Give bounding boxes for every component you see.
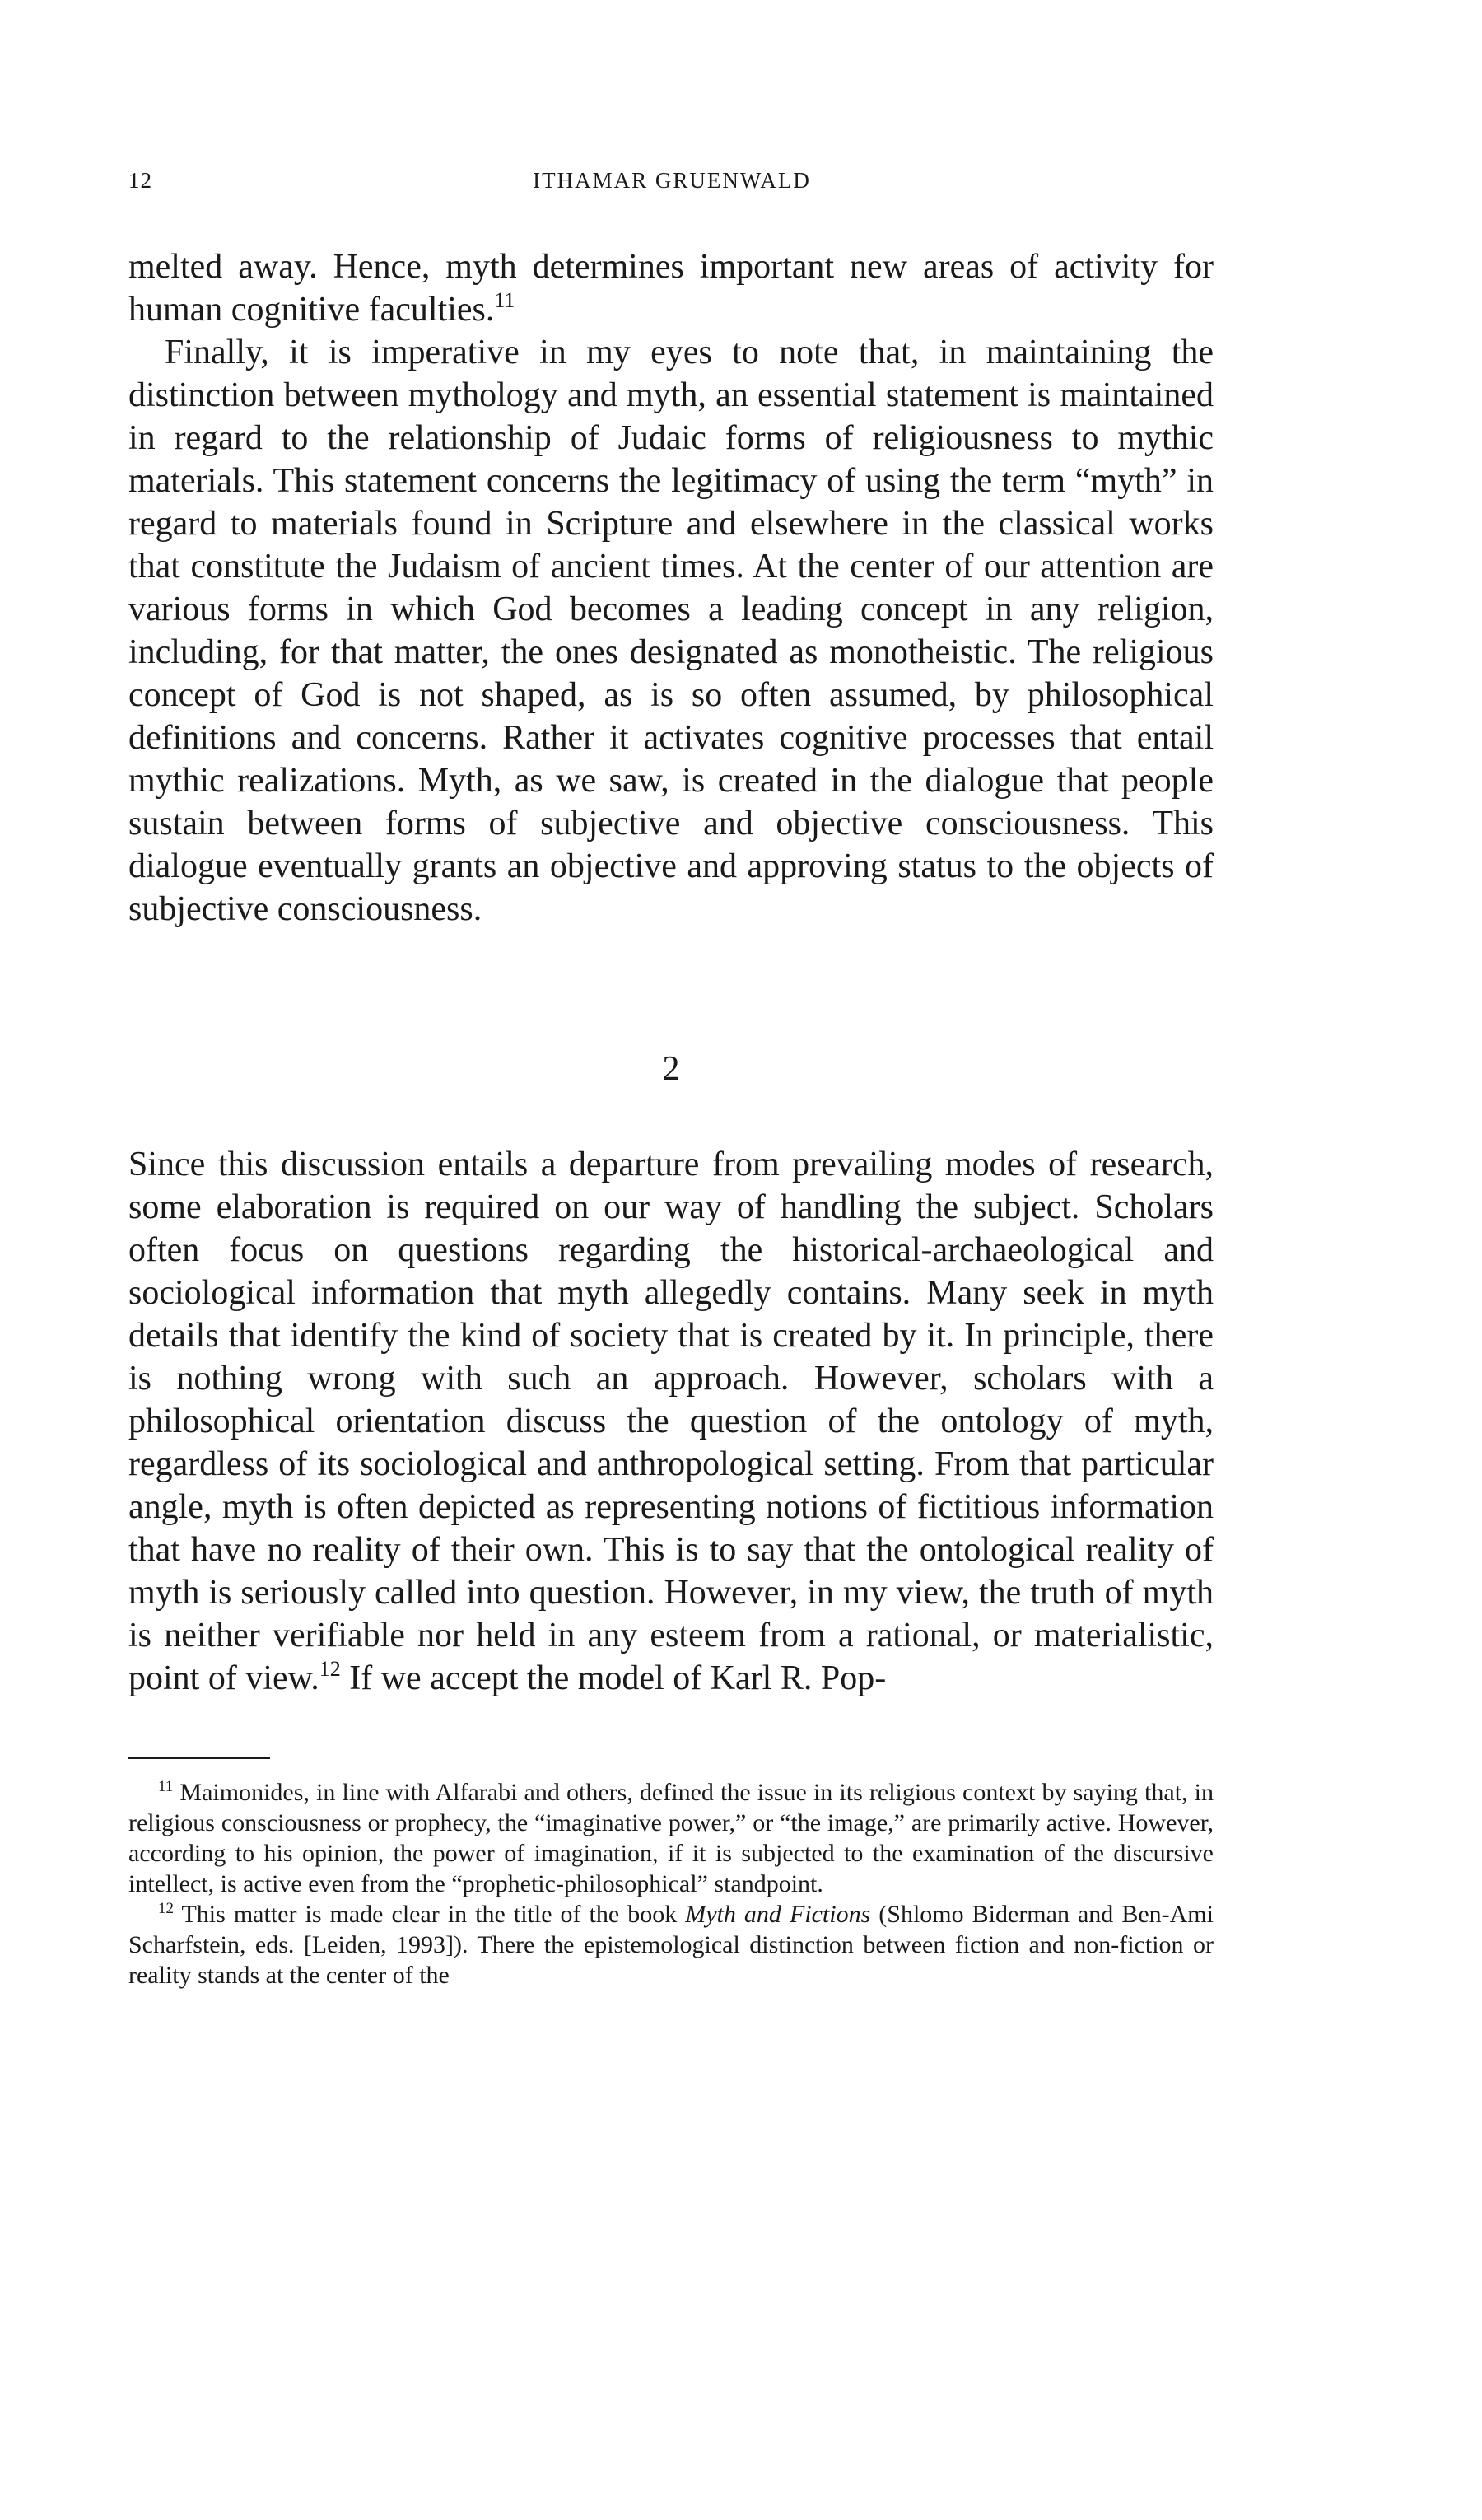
body-text-upper (128, 245, 1214, 931)
paragraph-text-tail: If we accept the model of Karl R. Pop- (340, 1659, 887, 1697)
footnote-text: This matter is made clear in the title of the book (174, 1901, 686, 1928)
section-number: 2 (662, 1050, 680, 1088)
book-title: Myth and Fictions (685, 1901, 871, 1928)
footnote-ref-11[interactable]: 11 (494, 288, 515, 312)
footnote-12 (128, 1899, 1214, 1990)
footnotes (128, 1777, 1214, 1990)
paragraph-text: melted away. Hence, myth determines important new areas of activity for human cognitive faculties. (128, 248, 1214, 329)
footnote-number: 11 (158, 1778, 174, 1795)
paragraph-since (128, 1143, 1214, 1700)
running-title: ITHAMAR GRUENWALD (533, 168, 811, 193)
page-number: 12 (128, 168, 152, 193)
paragraph-text: Since this discussion entails a departure from prevailing modes of research, some elaboration is required on our way of handling the subject. Scholars often focus on questions regarding the historical-archaeological and sociological information that myth allegedly contains. Many seek in myth details that identify the kind of society that is created by it. In principle, there is nothing wrong with such an approach. However, scholars with a philosophical orientation discuss the question of the ontology of myth, regardless of its sociological and anthropological setting. From that particular angle, myth is often depicted as representing notions of fictitious information that have no reality of their own. This is to say that the ontological reality of myth is seriously called into question. However, in my view, the truth of myth is neither verifiable nor held in any esteem from a rational, or materialistic, point of view. (128, 1146, 1214, 1697)
paragraph-finally: Finally, it is imperative in my eyes to note that, in maintaining the distinction between mythology and myth, an essential statement is maintained in regard to the relationship of Judaic forms of religiousness to mythic materials. This statement concerns the legitimacy of using the term “myth” in regard to materials found in Scripture and elsewhere in the classical works that constitute the Judaism of ancient times. At the center of our attention are various forms in which God becomes a leading concept in any religion, including, for that matter, the ones designated as monotheistic. The religious concept of God is not shaped, as is so often assumed, by philosophical definitions and concerns. Rather it activates cognitive processes that entail mythic realizations. Myth, as we saw, is created in the dialogue that people sustain between forms of subjective and objective consciousness. This dialogue eventually grants an objective and approving status to the objects of subjective consciousness. (128, 334, 1214, 928)
running-head (128, 168, 1215, 209)
footnote-11 (128, 1777, 1214, 1899)
body-text-lower (128, 1143, 1214, 1700)
footnote-divider (128, 1757, 270, 1759)
footnote-ref-12[interactable]: 12 (319, 1657, 341, 1681)
footnote-text-tail: (Shlomo Biderman and Ben-Ami Scharfstein, eds. [Leiden, 1993]). There the epistemological distinction between fiction and non-fiction or reality stands at the center of the (128, 1901, 1214, 1989)
footnote-text: Maimonides, in line with Alfarabi and others, defined the issue in its religious context by saying that, in religious consciousness or prophecy, the “imaginative power,” or “the image,” are primarily active. However, according to his opinion, the power of imagination, if it is subjected to the examination of the discursive intellect, is active even from the “prophetic-philosophical” standpoint. (128, 1779, 1214, 1897)
paragraph-continued (128, 245, 1214, 331)
footnote-number: 12 (158, 1900, 174, 1917)
